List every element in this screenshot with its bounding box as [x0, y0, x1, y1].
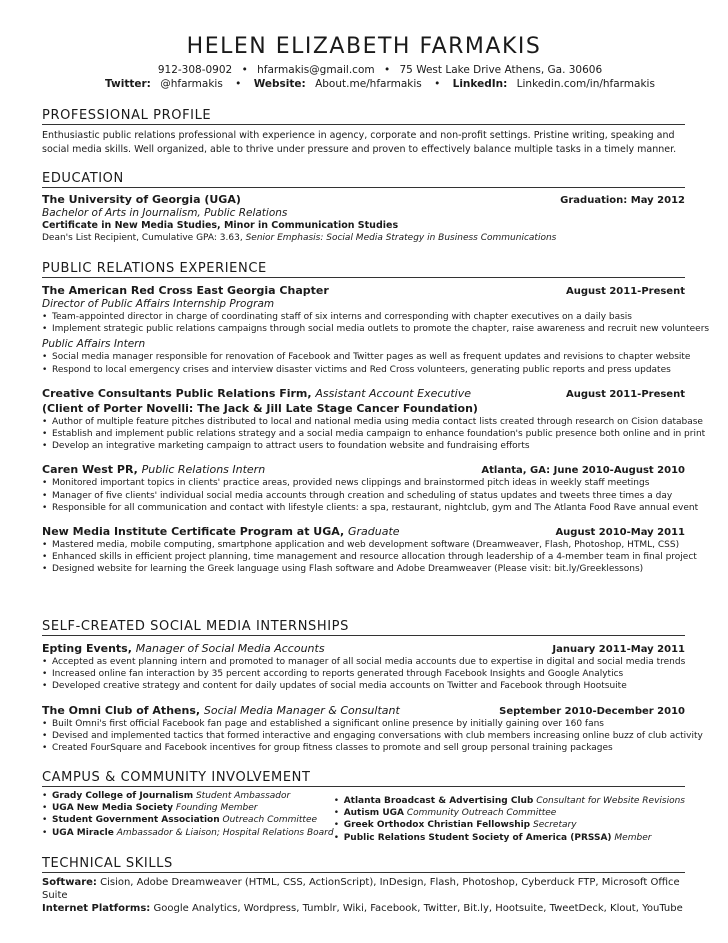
list-item: • Develop an integrative marketing campaign to attract users to foundation website and fundraising efforts — [42, 440, 685, 452]
list-item: • Autism UGA Community Outreach Committee — [334, 807, 685, 819]
software-skills: Software: Cision, Adobe Dreamweaver (HTML, CSS, ActionScript), InDesign, Flash, Photoshop, Cyberduck FTP, Microsoft Office Suite — [42, 877, 680, 901]
job-new-media-institute — [42, 524, 697, 576]
job-date: August 2011-Present — [565, 286, 685, 297]
job-org: Epting Events, Manager of Social Media Accounts — [42, 642, 325, 655]
list-item: • Created FourSquare and Facebook incentives for group fitness classes to promote and sell group personal training packages — [42, 742, 685, 754]
list-item: • Monitored important topics in clients' practice areas, provided news clippings and brainstormed pitch ideas in weekly staff meetings — [42, 477, 685, 489]
job-date: September 2010-December 2010 — [499, 705, 685, 717]
section-title: PROFESSIONAL PROFILE — [42, 108, 685, 125]
contact-line-1: 912-308-0902 • hfarmakis@gmail.com • 75 West Lake Drive Athens, Ga. 30606 — [157, 64, 603, 76]
job-client: (Client of Porter Novelli: The Jack & Jill Late Stage Cancer Foundation) — [42, 401, 478, 415]
job-date: Atlanta, GA: June 2010-August 2010 — [481, 465, 685, 477]
list-item: • Designed website for learning the Greek language using Flash software and Adobe Dreamweaver (Please visit: bit.ly/Greeklessons) — [42, 563, 685, 575]
phone: 912-308-0902 — [157, 64, 233, 76]
list-item: • Social media manager responsible for renovation of Facebook and Twitter pages as well as frequent updates and revisions to chapter website — [42, 351, 685, 363]
job-date: January 2011-May 2011 — [552, 644, 685, 655]
section-title: TECHNICAL SKILLS — [42, 856, 685, 873]
job-org: The American Red Cross East Georgia Chapter — [42, 284, 329, 297]
list-item: • Accepted as event planning intern and promoted to manager of all social media accounts due to expertise in digital and social media trends — [42, 656, 685, 668]
list-item: • Built Omni's first official Facebook fan page and established a significant online presence by initially gaining over 160 fans — [42, 718, 685, 730]
linkedin-link[interactable]: Linkedin.com/in/hfarmakis — [516, 78, 655, 90]
list-item: • UGA New Media Society Founding Member — [42, 802, 334, 814]
job-org: New Media Institute Certificate Program at UGA, Graduate — [42, 525, 400, 539]
social-internships-section — [42, 619, 703, 754]
profile-text: Enthusiastic public relations professional with experience in agency, corporate and non-profit settings. Pristine writing, speaking and social media skills. Well organized, able to thrive under pressure and proven to effectively balance multiple tasks in a timely manner. — [42, 130, 677, 155]
job-subtitle: Director of Public Affairs Internship Program — [42, 298, 275, 310]
email[interactable]: hfarmakis@gmail.com — [257, 64, 375, 76]
degree: Bachelor of Arts in Journalism, Public Relations — [42, 207, 288, 219]
list-item: • Greek Orthodox Christian Fellowship Secretary — [334, 819, 685, 831]
education-section — [42, 171, 685, 244]
section-title: CAMPUS & COMMUNITY INVOLVEMENT — [42, 770, 685, 787]
school-name: The University of Georgia (UGA) — [42, 193, 241, 206]
list-item: • Public Relations Student Society of America (PRSSA) Member — [334, 832, 685, 844]
skills-section — [42, 856, 685, 915]
job-date: August 2010-May 2011 — [555, 527, 685, 539]
job-subtitle: Public Affairs Intern — [42, 338, 146, 351]
list-item: • Implement strategic public relations campaigns through social media outlets to promote the chapter, raise awareness and recruit new volunteers — [42, 323, 685, 335]
job-caren-west — [42, 462, 699, 514]
resume-name: HELEN ELIZABETH FARMAKIS — [186, 34, 542, 59]
list-item: • Establish and implement public relations strategy and a social media campaign to enhance foundation's public presence both online and in print — [42, 428, 685, 440]
campus-section — [42, 770, 685, 844]
certificate: Certificate in New Media Studies, Minor in Communication Studies — [42, 220, 399, 231]
job-date: August 2011-Present — [565, 388, 685, 400]
campus-list-left — [42, 790, 334, 844]
list-item: • Developed creative strategy and content for daily updates of social media accounts on Twitter and Facebook through Hootsuite — [42, 680, 685, 692]
job-creative-consultants — [42, 386, 706, 453]
job-org: Creative Consultants Public Relations Firm, Assistant Account Executive — [42, 386, 472, 400]
job-org: Caren West PR, Public Relations Intern — [42, 463, 266, 477]
list-item: • Devised and implemented tactics that formed interactive and engaging conversations with club members increasing online buzz of club activity — [42, 730, 685, 742]
section-title: PUBLIC RELATIONS EXPERIENCE — [42, 261, 685, 278]
campus-list-right — [334, 795, 685, 844]
list-item: • Team-appointed director in charge of coordinating staff of six interns and corresponding with chapter executives on a daily basis — [42, 311, 685, 323]
job-omni-club — [42, 703, 703, 755]
profile-section — [42, 108, 685, 157]
list-item: • Student Government Association Outreach Committee — [42, 814, 334, 826]
linkedin-label: LinkedIn: — [452, 78, 508, 90]
honors: Dean's List Recipient, Cumulative GPA: 3.63, Senior Emphasis: Social Media Strategy in Business Communications — [42, 233, 557, 243]
list-item: • Author of multiple feature pitches distributed to local and national media using media contact lists created through research on Cision database — [42, 416, 685, 428]
list-item: • UGA Miracle Ambassador & Liaison; Hospital Relations Board — [42, 827, 334, 839]
graduation-date: Graduation: May 2012 — [560, 195, 685, 206]
list-item: • Responsible for all communication and contact with lifestyle clients: a spa, restaurant, nightclub, gym and The Atlanta Food Rave annual event — [42, 502, 685, 514]
twitter-handle[interactable]: @hfarmakis — [160, 78, 223, 90]
list-item: • Respond to local emergency crises and interview disaster victims and Red Cross volunteers, generating public reports and press updates — [42, 364, 685, 376]
list-item: • Atlanta Broadcast & Advertising Club Consultant for Website Revisions — [334, 795, 685, 807]
pr-experience-section — [42, 261, 710, 576]
address: 75 West Lake Drive Athens, Ga. 30606 — [399, 64, 603, 76]
website-label: Website: — [253, 78, 306, 90]
list-item: • Enhanced skills in efficient project planning, time management and resource allocation through leadership of a 4-member team in final project — [42, 551, 685, 563]
job-org: The Omni Club of Athens, Social Media Manager & Consultant — [42, 703, 400, 717]
website-link[interactable]: About.me/hfarmakis — [315, 78, 422, 90]
list-item: • Mastered media, mobile computing, smartphone application and web development software (Dreamweaver, Flash, Photoshop, HTML, CSS) — [42, 539, 685, 551]
section-title: SELF-CREATED SOCIAL MEDIA INTERNSHIPS — [42, 619, 685, 636]
twitter-label: Twitter: — [105, 78, 151, 90]
job-red-cross — [42, 283, 710, 376]
list-item: • Manager of five clients' individual social media accounts through creation and scheduling of status updates and tweets three times a day — [42, 490, 685, 502]
contact-line-2: Twitter: @hfarmakis • Website: About.me/hfarmakis • LinkedIn: Linkedin.com/in/hfarmakis — [105, 78, 655, 90]
job-epting-events — [42, 641, 685, 693]
list-item: • Increased online fan interaction by 35 percent according to reports generated through Facebook Insights and Google Analytics — [42, 668, 685, 680]
list-item: • Grady College of Journalism Student Ambassador — [42, 790, 334, 802]
section-title: EDUCATION — [42, 171, 685, 188]
internet-skills: Internet Platforms: Google Analytics, Wordpress, Tumblr, Wiki, Facebook, Twitter, Bit.ly, Hootsuite, TweetDeck, Klout, YouTube — [42, 903, 683, 914]
